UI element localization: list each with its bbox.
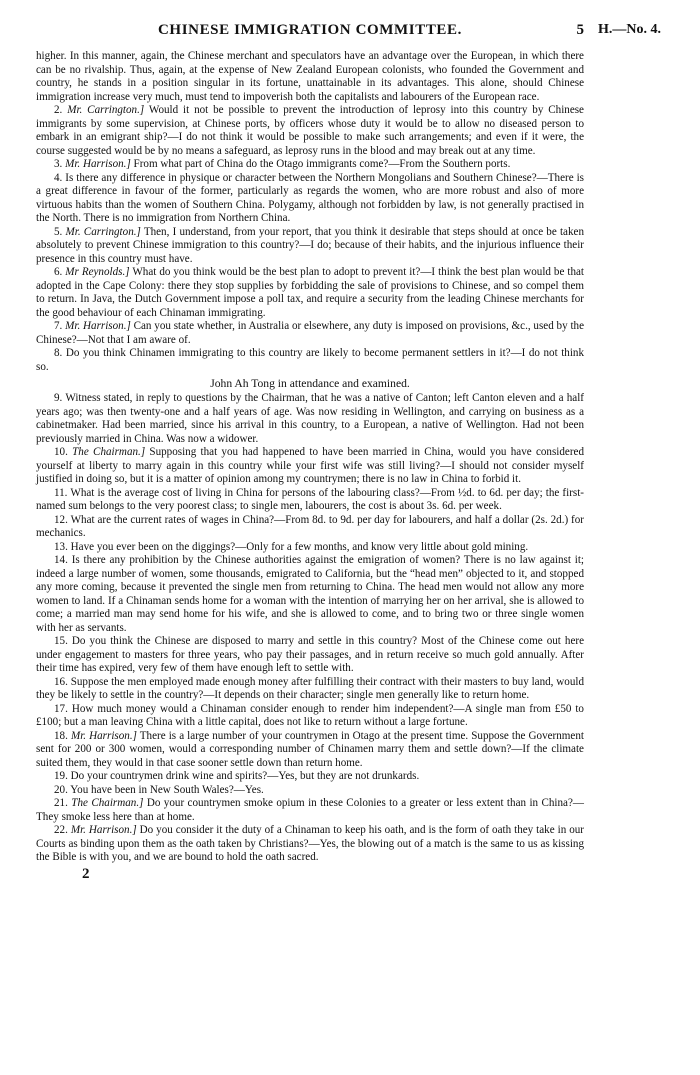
speaker-name: Mr. Harrison.] <box>70 729 137 742</box>
speaker-name: The Chairman.] <box>71 797 144 809</box>
paragraph-text: Have you ever been on the diggings?—Only for a few months, and know very little about gold mining. <box>70 540 529 553</box>
paragraph-text: Suppose the men employed made enough money after fulfilling their contract with their masters to buy land, would they be likely to settle in the country?—It depends on their character; single men generally like to return home. <box>36 675 584 701</box>
question-number: 19. <box>54 770 68 782</box>
paragraph-text: Supposing that you had happened to have been married in China, would you have considered yourself at liberty to marry again in this country while your first wife was still living?—I should not consider myself justified in doing so, but it is a matter of opinion among my countrymen; there is no law in China to forbid it. <box>36 446 584 485</box>
question-number: 8. <box>54 347 63 359</box>
paragraph-text: Can you state whether, in Australia or elsewhere, any duty is imposed on provisions, &c., used by the Chinese?—Not that I am aware of. <box>36 320 584 346</box>
question-number: 2. <box>54 104 63 116</box>
question-number: 9. <box>54 392 63 404</box>
question-number: 14. <box>54 554 68 566</box>
question-number: 12. <box>54 513 68 526</box>
question-number: 18. <box>54 729 68 742</box>
question-number: 13. <box>54 540 68 553</box>
question-number: 11. <box>54 486 68 499</box>
speaker-name: Mr. Carrington.] <box>67 104 145 116</box>
question-paragraph <box>36 824 584 865</box>
document-page <box>36 22 584 883</box>
speaker-name: The Chairman.] <box>72 446 146 458</box>
question-paragraph <box>36 392 584 446</box>
question-number: 20. <box>54 783 68 796</box>
paragraph-text: Is there any difference in physique or character between the Northern Mongolians and Southern Chinese?—There is a great difference in favour of the former, particularly as regards the women, who are more robust and also of more virtuous habits than the women of Southern China. Polygamy, although not forbidden by law, is not generally practised in the North. There is no immigration from Northern China. <box>36 171 584 224</box>
question-number: 16. <box>54 675 68 688</box>
paragraph-text: Do your countrymen drink wine and spirits?—Yes, but they are not drunkards. <box>70 770 420 782</box>
question-paragraph <box>36 347 584 374</box>
question-paragraph <box>36 784 584 798</box>
paragraph-text: What is the average cost of living in China for persons of the labouring class?—From ½d. to 6d. per day; the first-named sum belongs to the very poorest class; to single men, labourers, the cost is about 3s. 6d. per week. <box>36 486 584 512</box>
paragraph-text: Do you think Chinamen immigrating to this country are likely to become permanent settlers in it?—I do not think so. <box>36 347 584 373</box>
question-paragraph <box>36 172 584 226</box>
question-paragraph <box>36 554 584 635</box>
section-heading: John Ah Tong in attendance and examined. <box>210 377 410 390</box>
paragraph-text: Do your countrymen smoke opium in these Colonies to a greater or less extent than in China?—They smoke less here than at home. <box>36 797 584 823</box>
question-paragraph <box>36 541 584 555</box>
paragraph-text: higher. In this manner, again, the Chinese merchant and speculators have an advantage over the European, in which there can be no rivalship. Thus, again, at the expense of New Zealand European colonists, who founded the Government and country, he stands in a position singular in its fortune, unattainable in its advantages. This alone, should Chinese immigration increase very much, must tend to impoverish both the capitalists and labourers of the European race. <box>36 50 584 103</box>
question-paragraph <box>36 635 584 676</box>
speaker-name: Mr Reynolds.] <box>65 266 130 278</box>
paragraph-text: Then, I understand, from your report, that you think it desirable that steps should at once be taken absolutely to prevent Chinese immigration to this country?—I do; because of their habits, and the injurious influence their presence in this country must have. <box>36 225 584 265</box>
question-number: 21. <box>54 797 68 809</box>
document-reference: H.—No. 4. <box>598 22 661 37</box>
question-number: 5. <box>54 225 63 238</box>
paragraph-text: There is a large number of your countrymen in Otago at the present time. Suppose the Government sent for 200 or 300 women, would a corresponding number of Chinamen marry them and settle down?—If the climate suited them, they would in that case sooner settle down than return home. <box>36 729 584 769</box>
speaker-name: Mr. Harrison.] <box>65 320 131 332</box>
paragraph-text: What do you think would be the best plan to adopt to prevent it?—I think the best plan would be that adopted in the Cape Colony: there they stop supplies by forbidding the sale of provisions to Chinese, and so compel them to return. In Java, the Dutch Government impose a poll tax, and require a security from the leading Chinese merchants for the good behaviour of each Chinaman immigrating. <box>36 266 584 319</box>
page-header <box>36 22 584 44</box>
question-number: 15. <box>54 635 68 647</box>
paragraph-text: Is there any prohibition by the Chinese authorities against the emigration of women? There is no law against it; indeed a large number of women, some thousands, emigrated to California, but the “head men” objected to it, and stopped any more coming, because it prevented the single men from returning to China. The head men would not allow any more women to land. If a Chinaman sends home for a woman with the intention of marrying her on her arrival, she is allowed to come; a married man may send home for his wife, and she is allowed to come, and to bring two or three single women with her as servants. <box>36 554 584 634</box>
signature-number: 2 <box>82 865 90 882</box>
question-paragraph <box>36 514 584 541</box>
question-paragraph <box>36 676 584 703</box>
paragraph-text: Do you think the Chinese are disposed to marry and settle in this country? Most of the Chinese come out here under engagement to masters for three years, who pay their passages, and in return receive so much gold annually. After their time has expired, very few of them have enough left to settle with. <box>36 635 584 674</box>
question-number: 17. <box>54 702 68 715</box>
paragraph-text: How much money would a Chinaman consider enough to render him independent?—A single man from £50 to £100; but a man leaving China with a little capital, does not like to return without a large fortune. <box>36 702 584 728</box>
question-paragraph <box>36 158 584 172</box>
paragraph-text: Do you consider it the duty of a Chinaman to keep his oath, and is the form of oath they take in our Courts as binding upon them as the oath taken by Christians?—Yes, the blowing out of a match is the same to us as kissing the Bible is with you, and we are bound to hold the oath sacred. <box>36 824 584 863</box>
speaker-name: Mr. Carrington.] <box>65 225 141 238</box>
paragraph-text: What are the current rates of wages in China?—From 8d. to 9d. per day for labourers, and half a dollar (2s. 2d.) for mechanics. <box>36 513 584 539</box>
question-paragraph <box>36 446 584 487</box>
page-number: 5 <box>576 22 584 38</box>
question-paragraph <box>36 797 584 824</box>
question-number: 4. <box>54 171 63 184</box>
question-number: 3. <box>54 158 63 170</box>
question-paragraph <box>36 226 584 267</box>
speaker-name: Mr. Harrison.] <box>70 824 137 836</box>
question-paragraph <box>36 770 584 784</box>
question-paragraph <box>36 104 584 158</box>
paragraph-text: You have been in New South Wales?—Yes. <box>70 783 264 796</box>
question-number: 22. <box>54 824 68 836</box>
paragraph-text: From what part of China do the Otago immigrants come?—From the Southern ports. <box>130 158 511 170</box>
paragraph-text: Witness stated, in reply to questions by the Chairman, that he was a native of Canton; left Canton eleven and a half years ago; was then twenty-one and a half years of age. Was now residing in Wellington, and carrying on business as a cabinetmaker. Had been married, since his arrival in this country, to a European, a native of Wellington. Had not been previously married in China. Was now a widower. <box>36 392 584 445</box>
question-number: 10. <box>54 446 68 458</box>
question-number: 6. <box>54 266 63 278</box>
question-paragraph <box>36 320 584 347</box>
page-title: CHINESE IMMIGRATION COMMITTEE. <box>158 22 462 38</box>
question-paragraph <box>36 703 584 730</box>
document-body <box>36 50 584 865</box>
question-paragraph <box>36 730 584 771</box>
question-paragraph <box>36 266 584 320</box>
question-number: 7. <box>54 320 63 332</box>
paragraph <box>36 50 584 104</box>
paragraph-text: Would it not be possible to prevent the introduction of leprosy into this country by Chinese immigrants by some supervision, at Chinese ports, by officers whose duty it would be to allow no diseased person to embark in an emigrant ship?—I do not think it would be possible to make such arrangements; and even if it were, the course suggested would be by no means a safeguard, as leprosy runs in the blood and may break out at any time. <box>36 104 584 157</box>
question-paragraph <box>36 487 584 514</box>
speaker-name: Mr. Harrison.] <box>65 158 131 170</box>
